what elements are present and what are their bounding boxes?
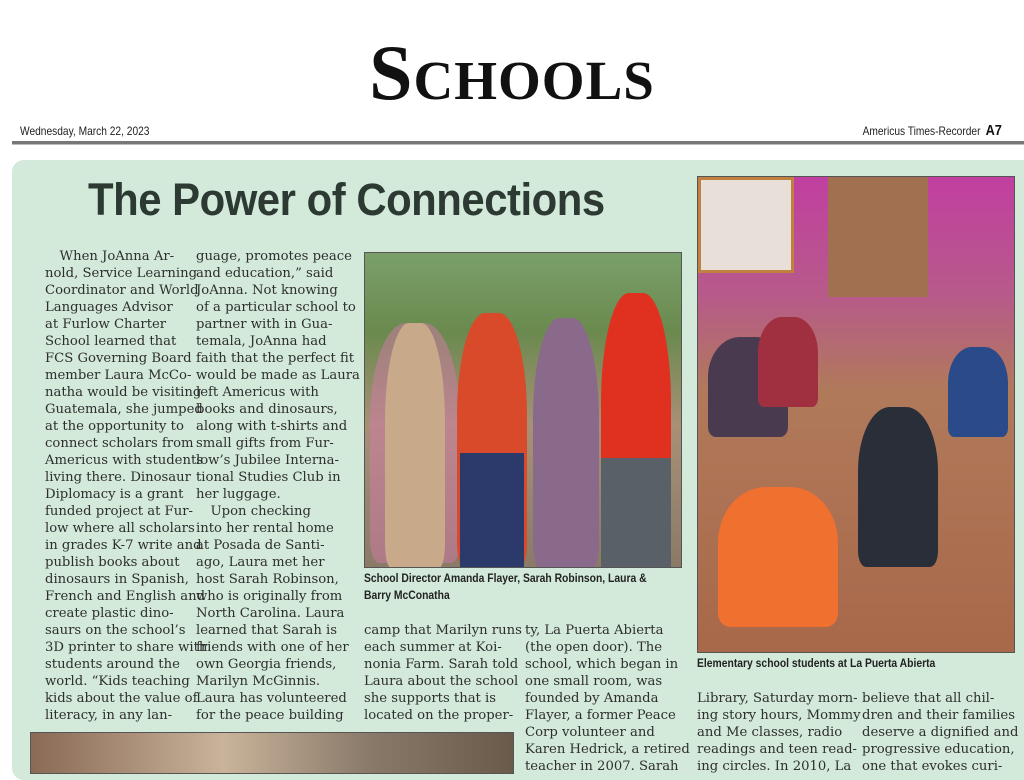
- article-line: publish books about: [45, 555, 180, 570]
- article-line: teacher in 2007. Sarah: [525, 759, 679, 774]
- dateline: Wednesday, March 22, 2023: [20, 124, 150, 138]
- article-line: North Carolina. Laura: [196, 606, 345, 621]
- page-number: A7: [985, 122, 1002, 139]
- article-line: Library, Saturday morn-: [697, 691, 858, 706]
- article-column-4: [525, 622, 690, 775]
- article-line: ing circles. In 2010, La: [697, 759, 852, 774]
- article-line: ing story hours, Mommy: [697, 708, 861, 723]
- article-line: Upon checking: [210, 504, 311, 519]
- section-title: Schools: [369, 29, 655, 116]
- article-line: school, which began in: [525, 657, 679, 672]
- publication-info: [863, 122, 1002, 139]
- article-line: saurs on the school’s: [45, 623, 186, 638]
- article-line: left Americus with: [196, 385, 319, 400]
- article-line: tional Studies Club in: [196, 470, 341, 485]
- article-line: Diplomacy is a grant: [45, 487, 184, 502]
- article-line: Corp volunteer and: [525, 725, 655, 740]
- article-line: School learned that: [45, 334, 177, 349]
- article-line: one that evokes curi-: [862, 759, 1003, 774]
- article-line: at Posada de Santi-: [196, 538, 325, 553]
- article-column-6: [862, 690, 1018, 775]
- article-line: own Georgia friends,: [196, 657, 337, 672]
- article-column-3: [364, 622, 522, 724]
- article-line: readings and teen read-: [697, 742, 857, 757]
- photo-group-adults: [364, 252, 682, 568]
- article-line: FCS Governing Board: [45, 351, 192, 366]
- article-line: at Furlow Charter: [45, 317, 167, 332]
- article-line: and education,” said: [196, 266, 334, 281]
- article-column-1: [45, 248, 207, 724]
- article-line: natha would be visiting: [45, 385, 202, 400]
- article-line: Karen Hedrick, a retired: [525, 742, 690, 757]
- article-line: dinosaurs in Spanish,: [45, 572, 189, 587]
- article-line: into her rental home: [196, 521, 334, 536]
- article-line: create plastic dino-: [45, 606, 174, 621]
- article-line: camp that Marilyn runs: [364, 623, 522, 638]
- article-line: Laura about the school: [364, 674, 519, 689]
- article-line: students around the: [45, 657, 180, 672]
- article-line: faith that the perfect fit: [196, 351, 355, 366]
- article-line: founded by Amanda: [525, 691, 659, 706]
- article-line: one small room, was: [525, 674, 663, 689]
- article-line: member Laura McCo-: [45, 368, 192, 383]
- article-line: at the opportunity to: [45, 419, 184, 434]
- article-line: dren and their families: [862, 708, 1016, 723]
- photo-classroom-students: [697, 176, 1015, 653]
- article-line: in grades K-7 write and: [45, 538, 202, 553]
- article-line: and Me classes, radio: [697, 725, 843, 740]
- article-line: kids about the value of: [45, 691, 198, 706]
- article-line: of a particular school to: [196, 300, 356, 315]
- article-column-5: [697, 690, 861, 775]
- article-line: temala, JoAnna had: [196, 334, 327, 349]
- article-line: Guatemala, she jumped: [45, 402, 203, 417]
- article-line: funded project at Fur-: [45, 504, 193, 519]
- article-line: low’s Jubilee Interna-: [196, 453, 339, 468]
- article-line: nold, Service Learning: [45, 266, 198, 281]
- article-line: along with t-shirts and: [196, 419, 348, 434]
- article-line: literacy, in any lan-: [45, 708, 173, 723]
- article-line: host Sarah Robinson,: [196, 572, 339, 587]
- article-line: for the peace building: [196, 708, 344, 723]
- article-line: who is originally from: [196, 589, 343, 604]
- article-line: JoAnna. Not knowing: [196, 283, 338, 298]
- article-line: would be made as Laura: [196, 368, 360, 383]
- article-line: located on the proper-: [364, 708, 514, 723]
- article-headline: The Power of Connections: [88, 174, 605, 225]
- header-rule: [12, 141, 1024, 145]
- article-line: Americus with students: [45, 453, 204, 468]
- section-masthead: [0, 28, 1024, 118]
- article-line: her luggage.: [196, 487, 281, 502]
- article-line: (the open door). The: [525, 640, 663, 655]
- article-line: ago, Laura met her: [196, 555, 325, 570]
- article-line: guage, promotes peace: [196, 249, 352, 264]
- article-line: Flayer, a former Peace: [525, 708, 676, 723]
- article-line: low where all scholars: [45, 521, 195, 536]
- article-line: living there. Dinosaur: [45, 470, 191, 485]
- article-line: nonia Farm. Sarah told: [364, 657, 519, 672]
- article-line: small gifts from Fur-: [196, 436, 334, 451]
- article-line: books and dinosaurs,: [196, 402, 338, 417]
- article-line: each summer at Koi-: [364, 640, 502, 655]
- article-line: learned that Sarah is: [196, 623, 337, 638]
- article-line: partner with in Gua-: [196, 317, 333, 332]
- article-line: Marilyn McGinnis.: [196, 674, 321, 689]
- article-line: friends with one of her: [196, 640, 349, 655]
- article-line: Coordinator and World: [45, 283, 199, 298]
- article-line: deserve a dignified and: [862, 725, 1019, 740]
- publication-name: Americus Times-Recorder: [862, 124, 981, 138]
- article-line: world. “Kids teaching: [45, 674, 190, 689]
- article-line: Languages Advisor: [45, 300, 173, 315]
- article-line: she supports that is: [364, 691, 497, 706]
- article-line: believe that all chil-: [862, 691, 995, 706]
- article-line: ty, La Puerta Abierta: [525, 623, 664, 638]
- article-line: When JoAnna Ar-: [59, 249, 175, 264]
- article-line: Laura has volunteered: [196, 691, 347, 706]
- photo2-caption: Elementary school students at La Puerta Abierta: [697, 658, 936, 670]
- photo1-caption: School Director Amanda Flayer, Sarah Robinson, Laura & Barry McConatha: [364, 573, 647, 602]
- article-line: French and English and: [45, 589, 206, 604]
- article-line: connect scholars from: [45, 436, 194, 451]
- article-line: progressive education,: [862, 742, 1015, 757]
- article-column-2: [196, 248, 360, 724]
- article-line: 3D printer to share with: [45, 640, 208, 655]
